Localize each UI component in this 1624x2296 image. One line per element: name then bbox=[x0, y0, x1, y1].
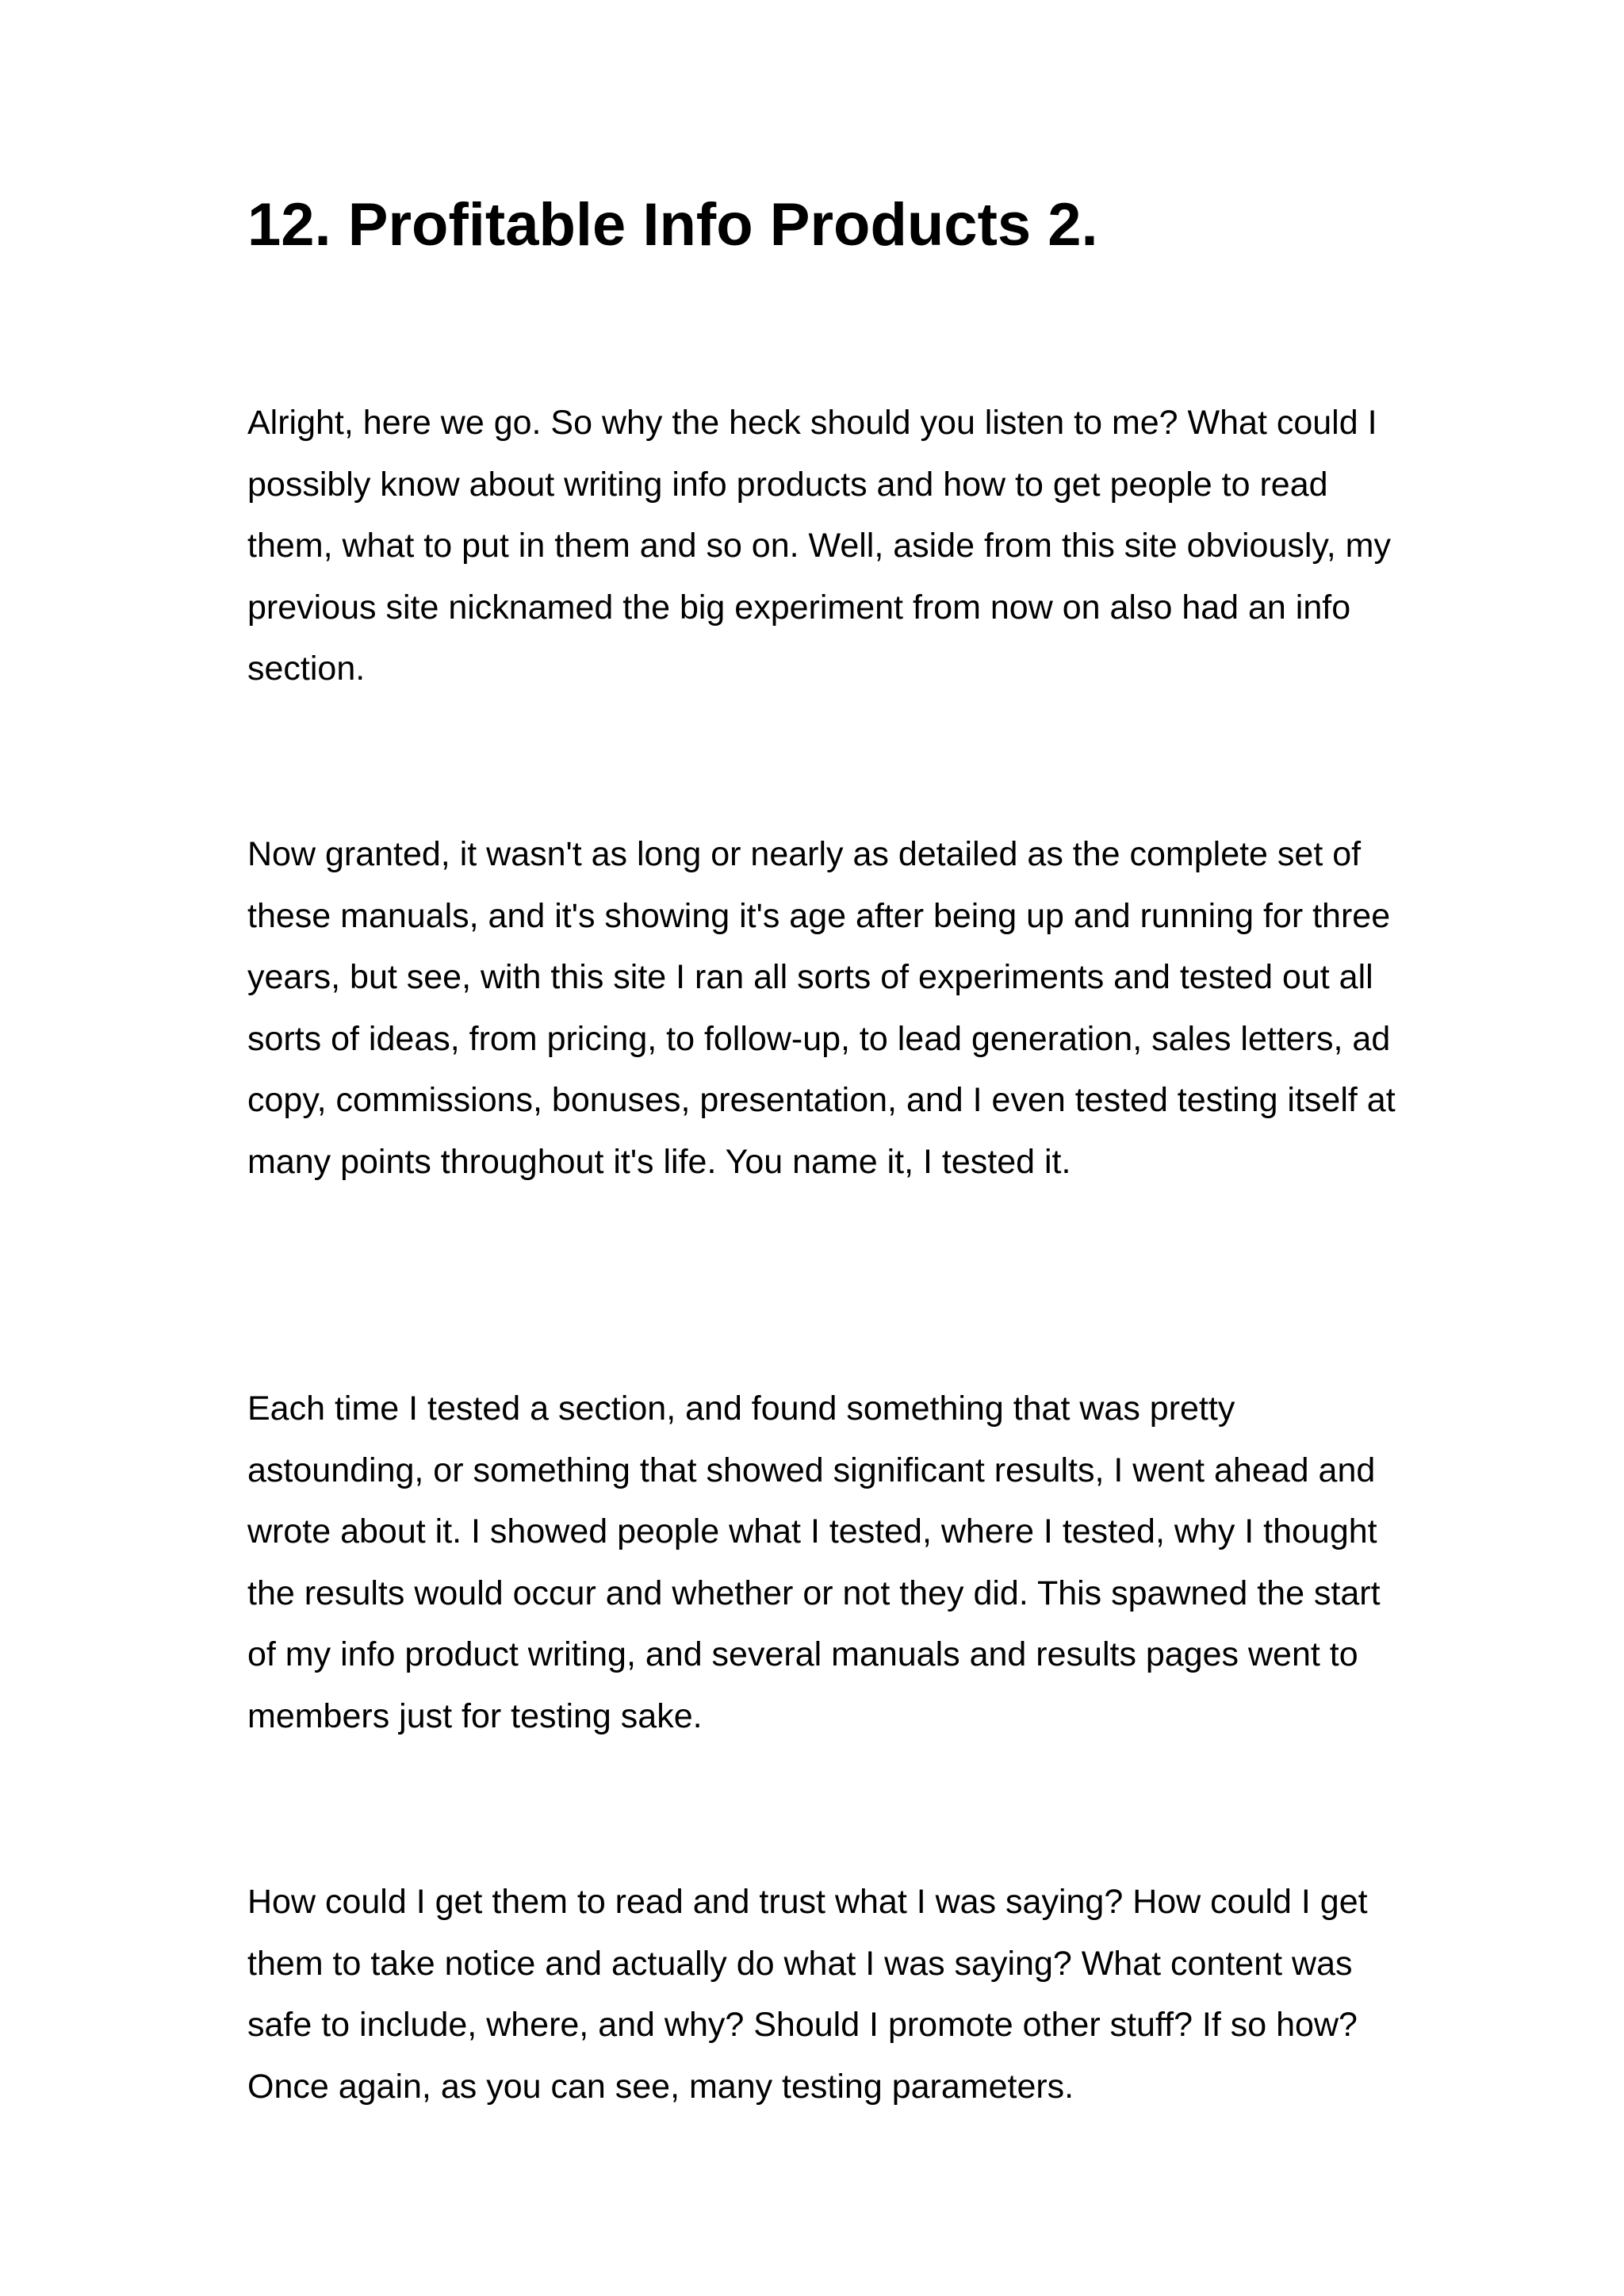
body-paragraph-4: How could I get them to read and trust what I was saying? How could I get them to take notice and actually do what I was saying? What content was safe to include, where, and why? Should I promote other stuff? If so how? Once again, as you can see, many testing parameters. bbox=[247, 1883, 1368, 2106]
page-title: 12. Profitable Info Products 2. bbox=[247, 191, 1098, 259]
body-paragraph-3: Each time I tested a section, and found something that was pretty astounding, or something that showed significant results, I went ahead and wrote about it. I showed people what I tested, where I tested, why I thought the results would occur and whether or not they did. This spawned the start of my info product writing, and several manuals and results pages went to members just for testing sake. bbox=[247, 1389, 1381, 1735]
body-paragraph-2: Now granted, it wasn't as long or nearly as detailed as the complete set of these manuals, and it's showing it's age after being up and running for three years, but see, with this site I ran all sorts of experiments and tested out all sorts of ideas, from pricing, to follow-up, to lead generation, sales letters, ad copy, commissions, bonuses, presentation, and I even tested testing itself at many points throughout it's life. You name it, I tested it. bbox=[247, 835, 1396, 1181]
body-paragraph-1: Alright, here we go. So why the heck should you listen to me? What could I possibly know about writing info products and how to get people to read them, what to put in them and so on. Well, aside from this site obviously, my previous site nicknamed the big experiment from now on also had an info section. bbox=[247, 404, 1391, 688]
